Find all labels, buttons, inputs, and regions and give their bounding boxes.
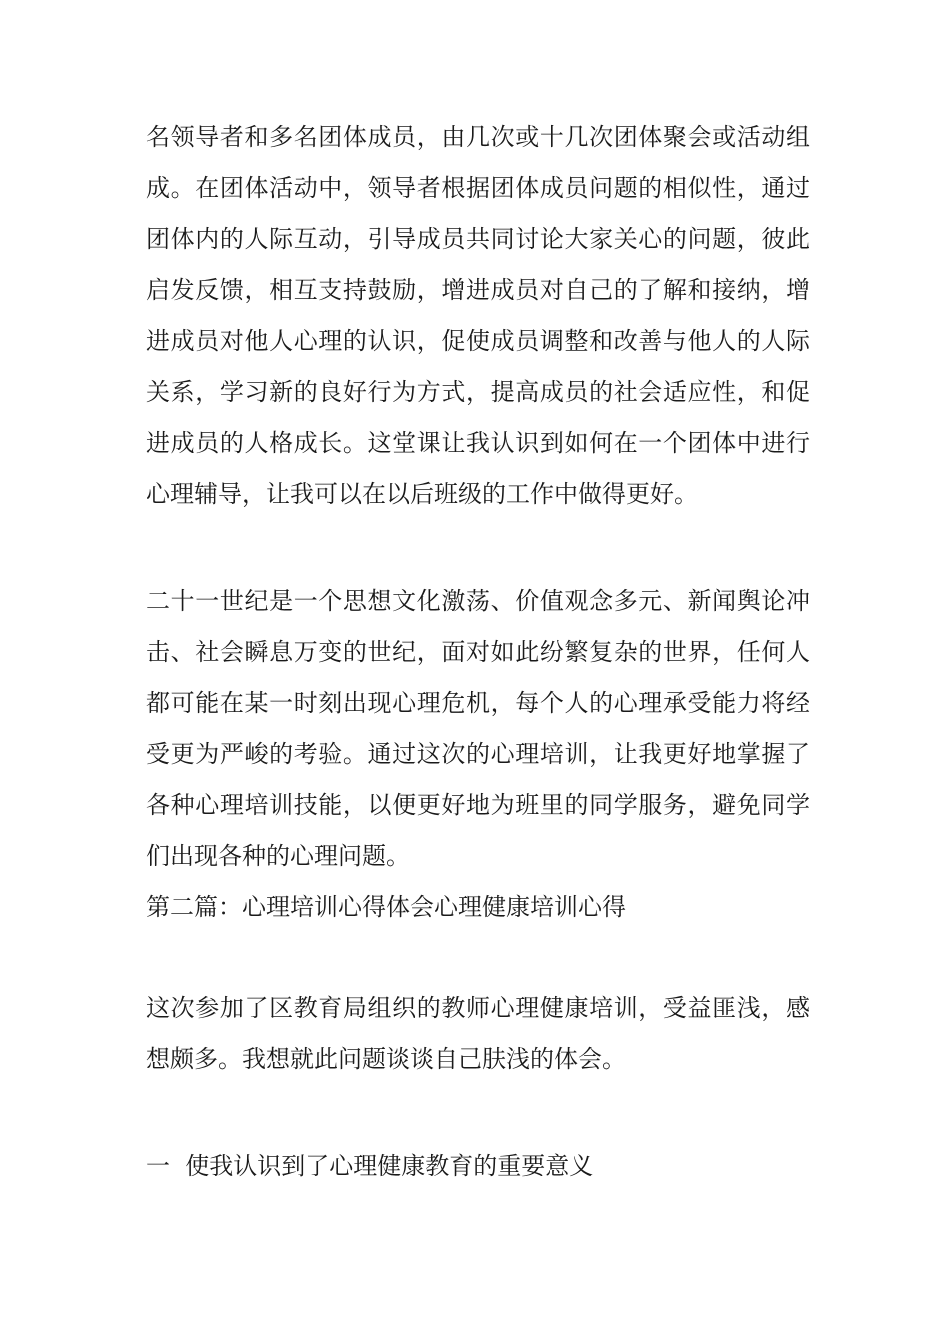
point-heading-1: 一 使我认识到了心理健康教育的重要意义 [146,1152,594,1180]
paragraph-gap [146,520,810,576]
paragraph-twenty-first-century: 二十一世纪是一个思想文化激荡、价值观念多元、新闻舆论冲击、社会瞬息万变的世纪，面对如此纷繁复杂的世界，任何人都可能在某一时刻出现心理危机，每个人的心理承受能力将经受更为严峻的考验。通过这次的心理培训，让我更好地掌握了各种心理培训技能，以便更好地为班里的同学服务，避免同学们出现各种的心理问题。 [146,587,810,870]
document-body [146,112,810,1192]
paragraph-teacher-training: 这次参加了区教育局组织的教师心理健康培训，受益匪浅，感想颇多。我想就此问题谈谈自己肤浅的体会。 [146,994,810,1073]
paragraph-gap [146,933,810,983]
paragraph-gap [146,1085,810,1141]
section-title: 第二篇：心理培训心得体会心理健康培训心得 [146,893,626,921]
paragraph-group-counseling: 名领导者和多名团体成员，由几次或十几次团体聚会或活动组成。在团体活动中，领导者根据团体成员问题的相似性，通过团体内的人际互动，引导成员共同讨论大家关心的问题，彼此启发反馈，相互支持鼓励，增进成员对自己的了解和接纳，增进成员对他人心理的认识，促使成员调整和改善与他人的人际关系，学习新的良好行为方式，提高成员的社会适应性，和促进成员的人格成长。这堂课让我认识到如何在一个团体中进行心理辅导，让我可以在以后班级的工作中做得更好。 [146,123,810,508]
